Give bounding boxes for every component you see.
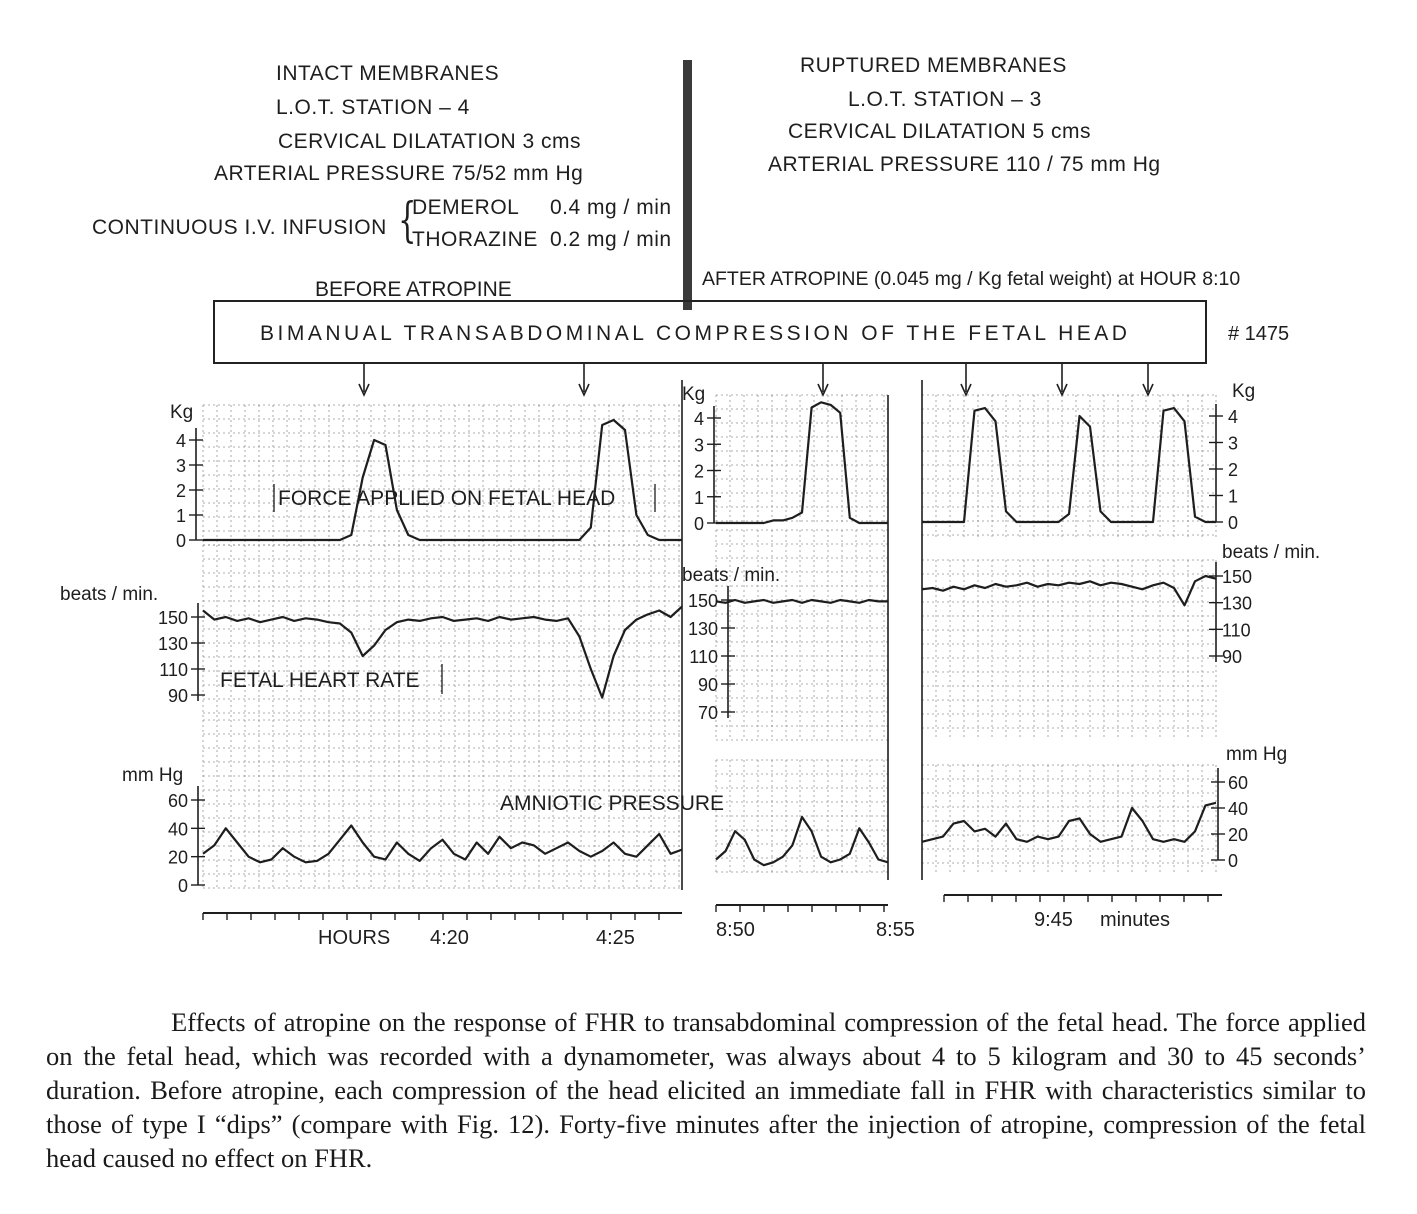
force-unit-label: Kg <box>170 402 194 423</box>
force-trace <box>203 420 682 540</box>
pressure-tick-label: 40 <box>167 819 188 840</box>
left-station: L.O.T. STATION – 4 <box>276 96 470 119</box>
fhr-tick-label: 110 <box>689 647 718 667</box>
left-arterial-pressure: ARTERIAL PRESSURE 75/52 mm Hg <box>214 162 584 185</box>
pressure-tick-label: 0 <box>177 876 188 896</box>
grid-panel-3-1 <box>922 395 1216 540</box>
fhr-tick-label: 150 <box>687 591 718 611</box>
fhr-tick-label: 130 <box>687 619 718 639</box>
time-label: minutes <box>1100 909 1171 931</box>
force-tick-label: 1 <box>693 487 704 508</box>
force-tick-label: 2 <box>175 481 186 501</box>
force-tick-label: 0 <box>693 514 704 534</box>
left-dilatation: CERVICAL DILATATION 3 cms <box>278 130 582 153</box>
force-tick-label: 0 <box>175 531 186 551</box>
force-tick-label: 0 <box>1228 513 1239 533</box>
pressure-tick-label: 60 <box>167 791 188 811</box>
fhr-unit-label: beats / min. <box>682 565 781 586</box>
force-unit-label: Kg <box>1232 381 1256 402</box>
amniotic-pressure-trace <box>203 826 682 863</box>
time-label: 9:45 <box>1034 909 1073 931</box>
force-tick-label: 3 <box>1228 433 1239 454</box>
section-divider <box>683 60 692 310</box>
time-label: 8:55 <box>876 919 915 941</box>
time-label: 4:20 <box>430 927 469 949</box>
fhr-tick-label: 90 <box>697 675 718 695</box>
pressure-trace-label: AMNIOTIC PRESSURE <box>500 792 725 815</box>
fhr-tick-label: 70 <box>697 703 718 723</box>
drug-2-name: THORAZINE <box>412 228 538 251</box>
record-number: # 1475 <box>1228 323 1290 345</box>
right-station: L.O.T. STATION – 3 <box>848 88 1042 111</box>
caption-text: Effects of atropine on the response of FHR to transabdominal compression of the fetal head. The force applied on the fetal head, which was recorded with a dynamometer, was always about 4 to 5 kilogram and 30 to 45 seconds’ duration. Before atropine, each compression of the head elicited an immediate fall in FHR with characteristics similar to those of type I “dips” (compare with Fig. 12). Forty-five minutes after the injection of atropine, compression of the fetal head caused no effect on FHR. <box>46 1007 1366 1173</box>
pressure-tick-label: 40 <box>1228 799 1249 819</box>
fhr-tick-label: 150 <box>157 608 188 628</box>
fhr-trace <box>716 600 888 603</box>
figure-caption <box>46 1005 1366 1175</box>
time-label: 4:25 <box>596 927 635 949</box>
left-membrane-status: INTACT MEMBRANES <box>276 62 500 85</box>
force-tick-label: 1 <box>175 506 186 526</box>
fhr-unit-label: beats / min. <box>60 584 159 605</box>
grid-panel-2-2 <box>716 530 888 740</box>
fhr-tick-label: 110 <box>1222 620 1251 641</box>
force-tick-label: 2 <box>1228 460 1239 480</box>
force-trace-label: FORCE APPLIED ON FETAL HEAD <box>278 487 616 510</box>
fhr-unit-label: beats / min. <box>1222 542 1321 563</box>
fhr-tick-label: 130 <box>1222 593 1253 614</box>
pressure-unit-label: mm Hg <box>1226 744 1288 765</box>
drug-1-name: DEMEROL <box>412 196 520 219</box>
pressure-unit-label: mm Hg <box>122 765 184 786</box>
phase-after-label: AFTER ATROPINE (0.045 mg / Kg fetal weight) at HOUR 8:10 <box>702 268 1241 290</box>
right-dilatation: CERVICAL DILATATION 5 cms <box>788 120 1092 143</box>
amniotic-pressure-trace <box>922 803 1216 842</box>
fhr-tick-label: 90 <box>1222 647 1243 667</box>
force-tick-label: 2 <box>693 461 704 482</box>
curly-brace-icon: { <box>398 192 417 248</box>
fhr-trace-label: FETAL HEART RATE <box>220 669 420 692</box>
force-tick-label: 3 <box>175 456 186 476</box>
time-label: 8:50 <box>716 919 755 941</box>
force-tick-label: 4 <box>1228 407 1239 427</box>
grid-panel-1-1 <box>203 405 682 545</box>
force-trace <box>716 402 888 523</box>
right-arterial-pressure: ARTERIAL PRESSURE 110 / 75 mm Hg <box>768 153 1161 176</box>
force-tick-label: 3 <box>693 435 704 456</box>
fhr-tick-label: 110 <box>159 660 188 680</box>
drug-2-dose: 0.2 mg / min <box>550 228 672 251</box>
force-tick-label: 4 <box>175 431 186 451</box>
phase-before-label: BEFORE ATROPINE <box>315 278 512 301</box>
pressure-tick-label: 0 <box>1228 851 1239 871</box>
force-unit-label: Kg <box>682 384 706 405</box>
fhr-tick-label: 130 <box>157 634 188 654</box>
fhr-trace <box>922 576 1216 605</box>
pressure-tick-label: 20 <box>1228 825 1249 845</box>
compression-title: BIMANUAL TRANSABDOMINAL COMPRESSION OF THE FETAL HEAD <box>260 322 1131 345</box>
pressure-tick-label: 20 <box>167 847 188 868</box>
fhr-tick-label: 90 <box>167 686 188 706</box>
force-tick-label: 1 <box>1228 486 1239 507</box>
fhr-tick-label: 150 <box>1222 567 1253 587</box>
time-label: HOURS <box>318 927 391 949</box>
drug-1-dose: 0.4 mg / min <box>550 196 672 219</box>
pressure-tick-label: 60 <box>1228 773 1249 793</box>
recording-chart <box>0 360 1417 960</box>
force-tick-label: 4 <box>693 409 704 429</box>
infusion-label: CONTINUOUS I.V. INFUSION <box>92 216 387 239</box>
right-membrane-status: RUPTURED MEMBRANES <box>800 54 1067 77</box>
